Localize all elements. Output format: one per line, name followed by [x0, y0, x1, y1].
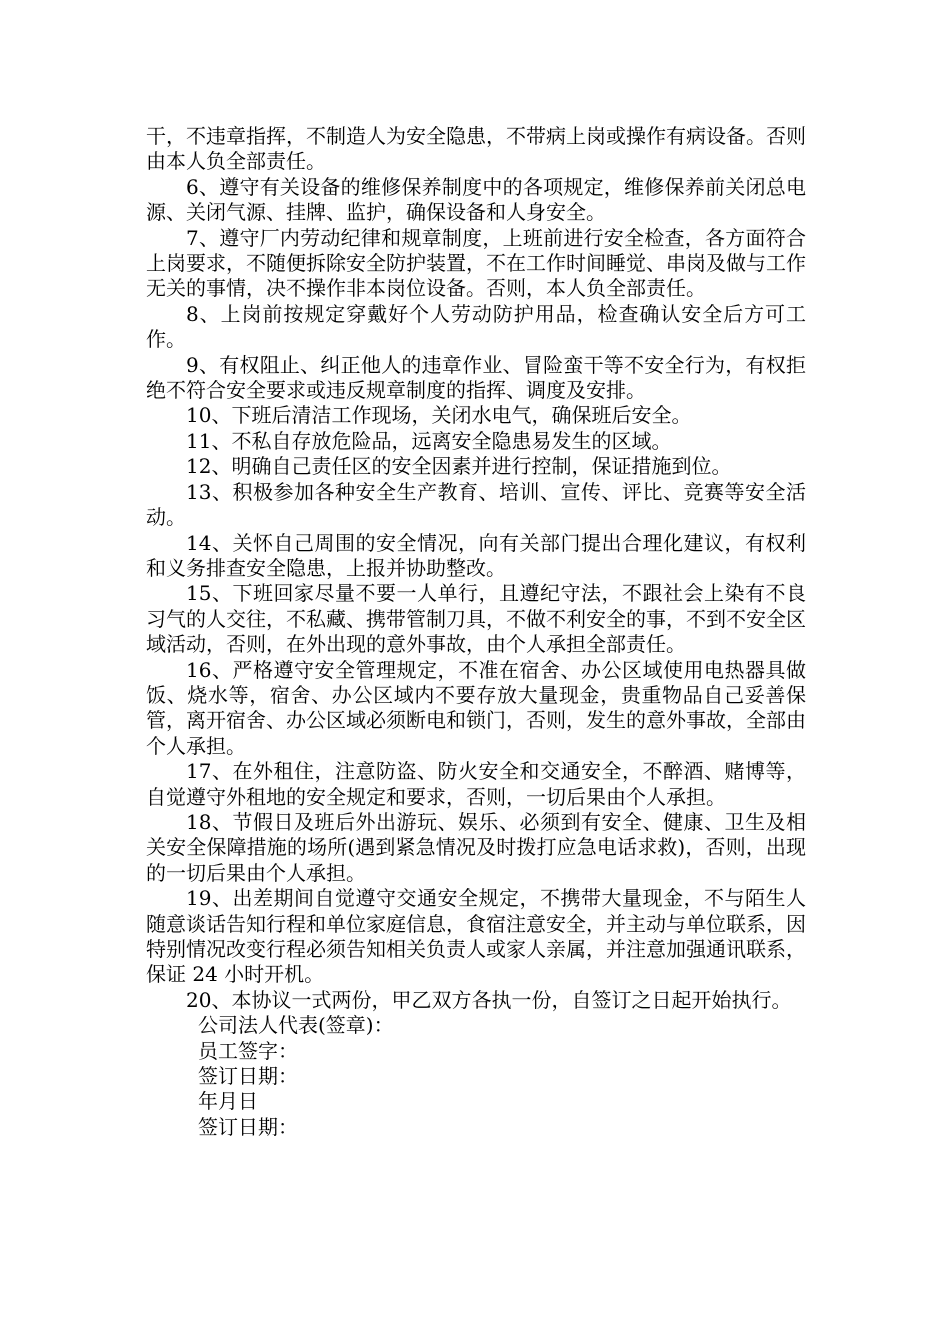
clause-14: 14、关怀自己周围的安全情况，向有关部门提出合理化建议，有权利和义务排查安全隐患，上报并协助整改。 [146, 530, 806, 580]
clause-11: 11、不私自存放危险品，远离安全隐患易发生的区域。 [186, 428, 672, 453]
clause-6: 6、遵守有关设备的维修保养制度中的各项规定，维修保养前关闭总电源、关闭气源、挂牌、监护，确保设备和人身安全。 [146, 174, 806, 225]
clause-19: 19、出差期间自觉遵守交通安全规定，不携带大量现金，不与陌生人随意谈话告知行程和单位家庭信息，食宿注意安全，并主动与单位联系，因特别情况改变行程必须告知相关负责人或家人亲属，并注意加强通讯联系，保证 24 小时开机。 [146, 886, 806, 987]
signing-date-label-2: 签订日期： [198, 1114, 298, 1139]
clause-7: 7、遵守厂内劳动纪律和规章制度，上班前进行安全检查，各方面符合上岗要求，不随便拆除安全防护装置，不在工作时间睡觉、串岗及做与工作无关的事情，决不操作非本岗位设备。否则，本人负全部责任。 [146, 225, 806, 301]
clause-16: 16、严格遵守安全管理规定，不准在宿舍、办公区域使用电热器具做饭、烧水等，宿舍、办公区域内不要存放大量现金，贵重物品自己妥善保管，离开宿舍、办公区域必须断电和锁门，否则，发生的意外事故，全部由个人承担。 [146, 657, 806, 758]
signature-company-representative: 公司法人代表(签章)： [198, 1013, 394, 1038]
clause-12: 12、明确自己责任区的安全因素并进行控制，保证措施到位。 [186, 454, 732, 479]
clause-15: 15、下班回家尽量不要一人单行，且遵纪守法，不跟社会上染有不良习气的人交往，不私藏、携带管制刀具，不做不利安全的事，不到不安全区域活动，否则，在外出现的意外事故，由个人承担全部责任。 [146, 581, 806, 657]
signature-employee: 员工签字： [198, 1038, 298, 1063]
clause-10: 10、下班后清洁工作现场，关闭水电气，确保班后安全。 [186, 403, 692, 428]
clause-8: 8、上岗前按规定穿戴好个人劳动防护用品，检查确认安全后方可工作。 [146, 301, 806, 352]
document-page [146, 124, 806, 1140]
clause-20: 20、本协议一式两份，甲乙双方各执一份，自签订之日起开始执行。 [186, 987, 792, 1012]
date-placeholder: 年月日 [198, 1089, 258, 1114]
clause-13: 13、积极参加各种安全生产教育、培训、宣传、评比、竞赛等安全活动。 [146, 479, 806, 530]
signature-block [146, 1013, 806, 1140]
clause-9: 9、有权阻止、纠正他人的违章作业、冒险蛮干等不安全行为，有权拒绝不符合安全要求或违反规章制度的指挥、调度及安排。 [146, 352, 806, 403]
signing-date-label: 签订日期： [198, 1064, 298, 1089]
paragraph-continuation: 干，不违章指挥，不制造人为安全隐患，不带病上岗或操作有病设备。否则由本人负全部责任。 [146, 124, 806, 174]
clause-17: 17、在外租住，注意防盗、防火安全和交通安全，不醉酒、赌博等，自觉遵守外租地的安全规定和要求，否则，一切后果由个人承担。 [146, 759, 806, 809]
clause-18: 18、节假日及班后外出游玩、娱乐、必须到有安全、健康、卫生及相关安全保障措施的场所(遇到紧急情况及时拨打应急电话求救)，否则，出现的一切后果由个人承担。 [146, 809, 806, 885]
